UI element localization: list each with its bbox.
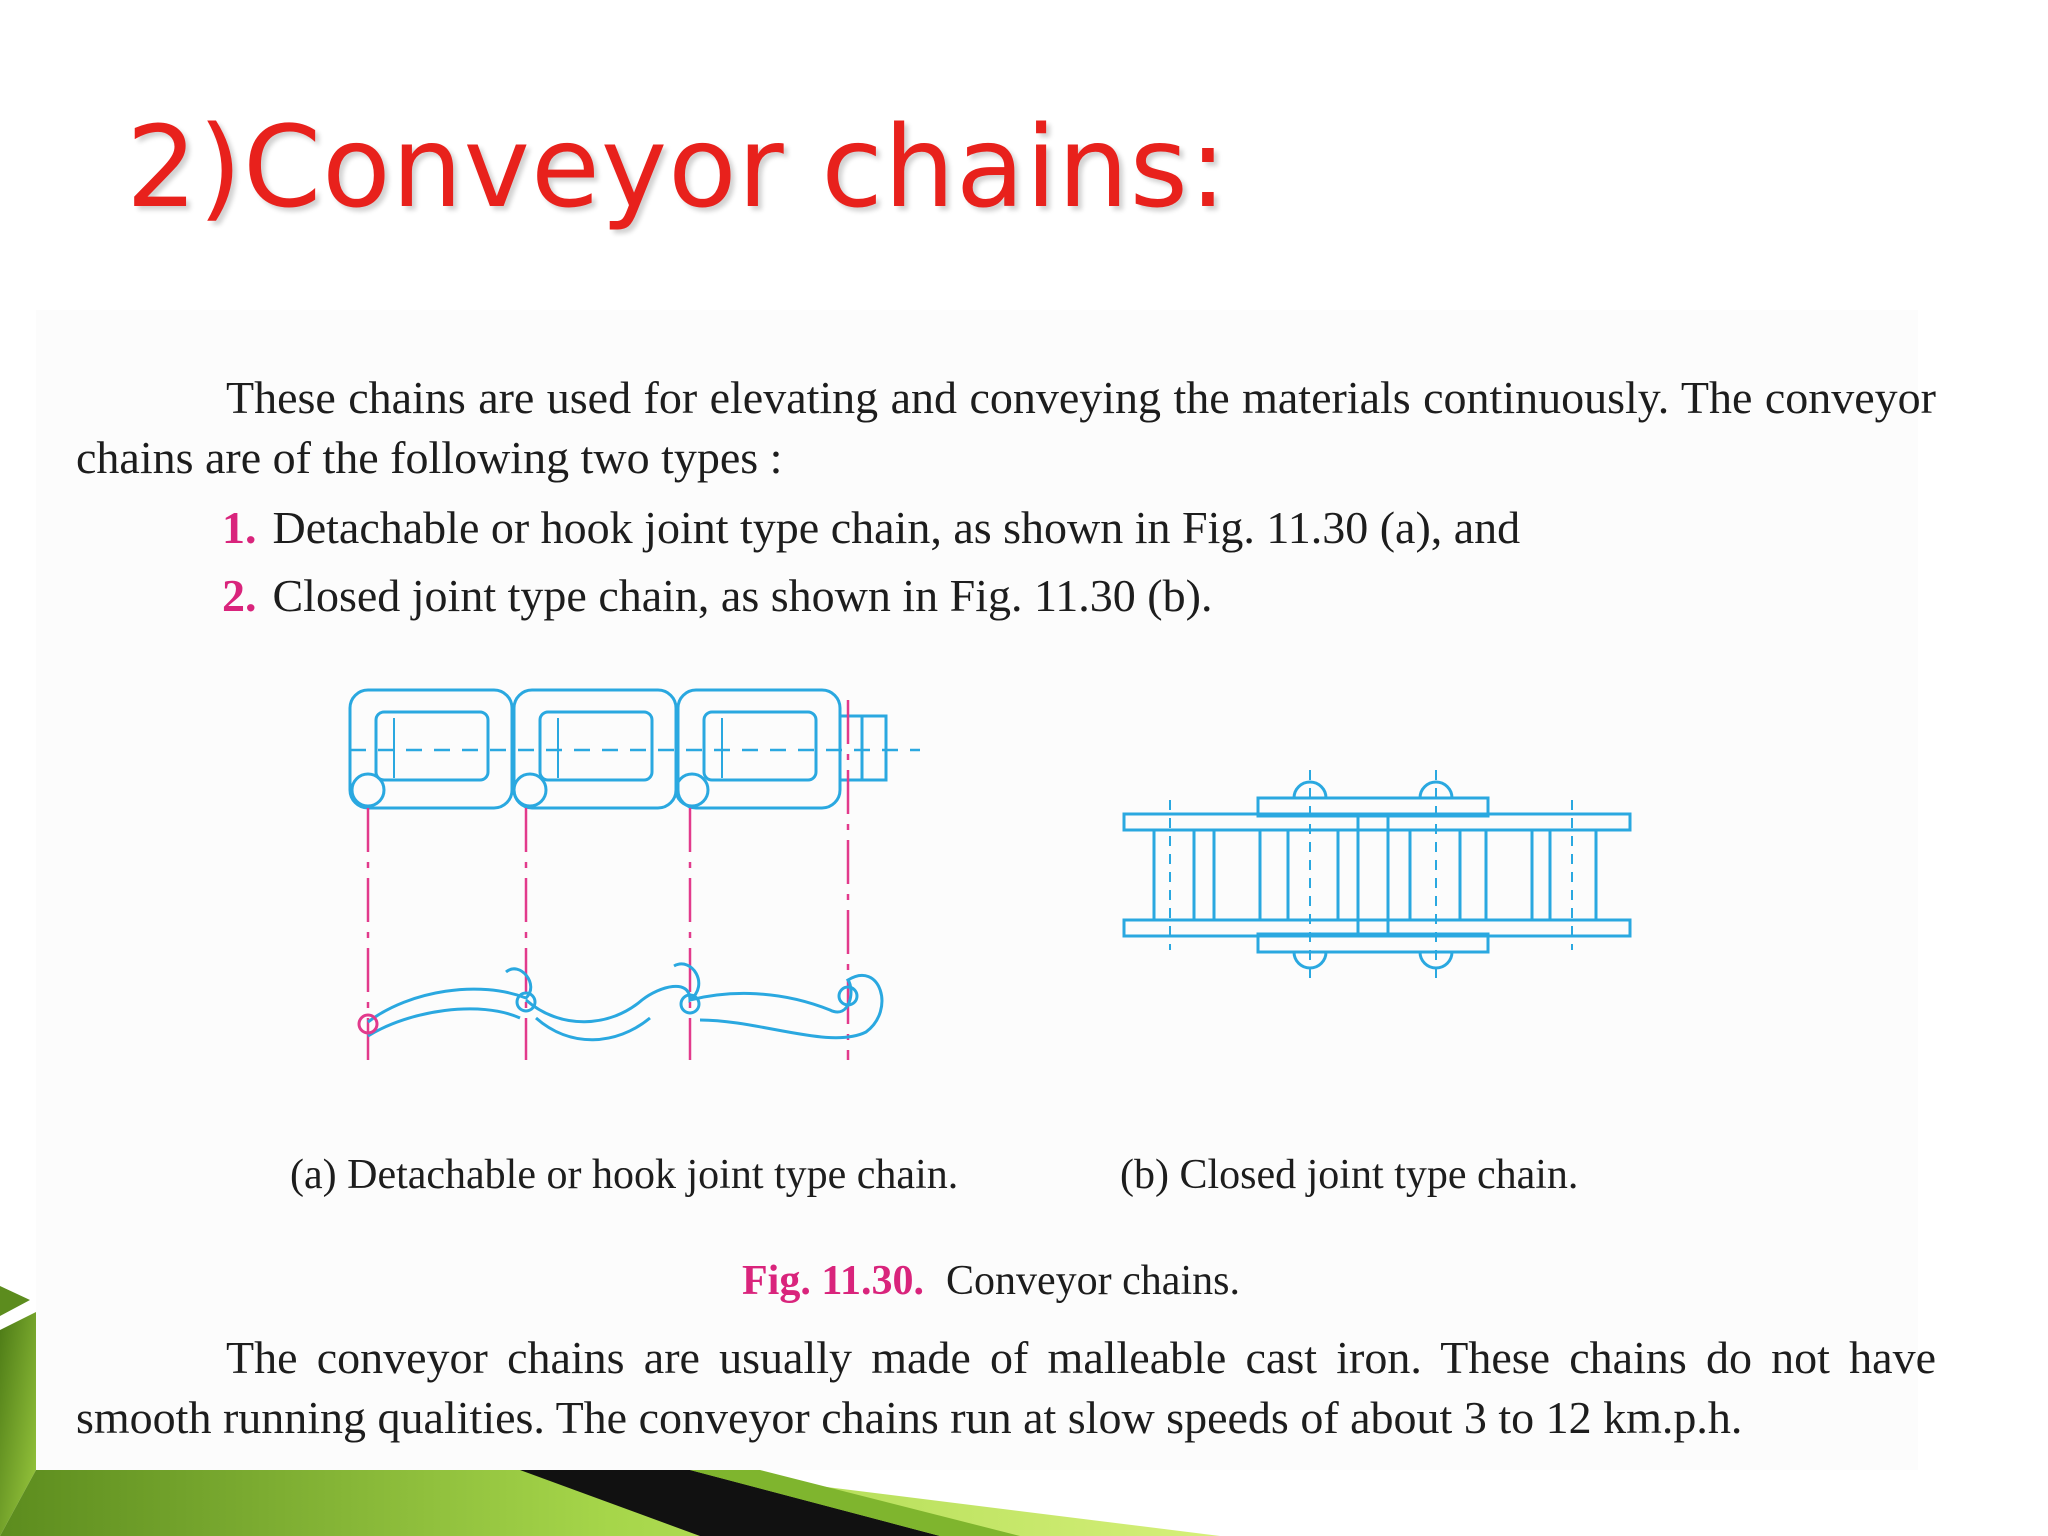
hook-chain-top-view [350, 690, 920, 808]
list-item-text: Closed joint type chain, as shown in Fig. 11.30 (b). [272, 570, 1213, 621]
closing-paragraph: The conveyor chains are usually made of malleable cast iron. These chains do not have smooth running qualities. The conveyor chains run at slow speeds of about 3 to 12 km.p.h. [76, 1332, 1936, 1443]
hook-chain-side-view [368, 964, 882, 1040]
chain-link-window [704, 712, 816, 780]
figure-label: Fig. 11.30. [742, 1258, 925, 1304]
list-item-number: 2. [222, 570, 257, 621]
caption-hook-joint-chain: (a) Detachable or hook joint type chain. [290, 1152, 959, 1198]
intro-paragraph: These chains are used for elevating and conveying the materials continuously. The conveyor chains are of the following two types : [76, 372, 1936, 483]
decor-stripe-dark [0, 1286, 30, 1316]
hook-chain-projection-lines [368, 700, 848, 1060]
chain-link-window [540, 712, 652, 780]
list-item-text: Detachable or hook joint type chain, as shown in Fig. 11.30 (a), and [272, 502, 1521, 553]
figure-title: Conveyor chains. [946, 1258, 1240, 1304]
slide-title: 2)Conveyor chains: [126, 103, 1228, 233]
list-item-number: 1. [222, 502, 257, 553]
caption-closed-joint-chain: (b) Closed joint type chain. [1120, 1152, 1579, 1198]
closed-joint-chain [1124, 770, 1630, 980]
chain-link-window [376, 712, 488, 780]
